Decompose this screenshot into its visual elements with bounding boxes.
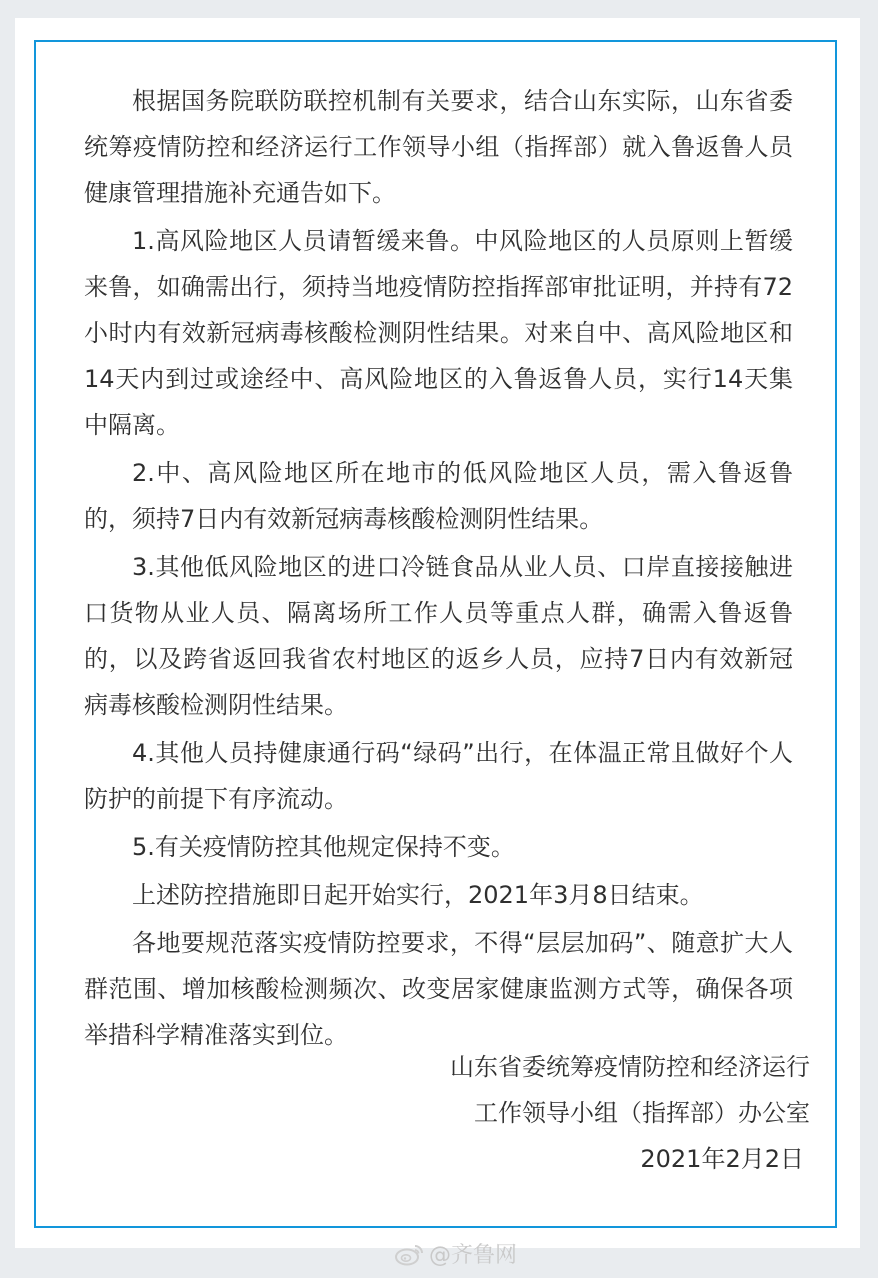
item-4-paragraph: 4.其他人员持健康通行码“绿码”出行，在体温正常且做好个人防护的前提下有序流动。 [84, 739, 793, 813]
signature-org-line-2: 工作领导小组（指挥部）办公室 [474, 1099, 810, 1127]
effective-period-paragraph: 上述防控措施即日起开始实行，2021年3月8日结束。 [132, 881, 704, 909]
intro-paragraph: 根据国务院联防联控机制有关要求，结合山东实际，山东省委统筹疫情防控和经济运行工作领导小组（指挥部）就入鲁返鲁人员健康管理措施补充通告如下。 [84, 87, 793, 207]
item-3-paragraph: 3.其他低风险地区的进口冷链食品从业人员、口岸直接接触进口货物从业人员、隔离场所工作人员等重点人群，确需入鲁返鲁的，以及跨省返回我省农村地区的返乡人员，应持7日内有效新冠病毒核酸检测阴性结果。 [84, 553, 793, 719]
signature-date: 2021年2月2日 [640, 1145, 804, 1173]
notice-body [36, 42, 835, 1060]
signature-block [450, 1044, 810, 1182]
signature-org-line-1: 山东省委统筹疫情防控和经济运行 [450, 1053, 810, 1081]
closing-paragraph: 各地要规范落实疫情防控要求，不得“层层加码”、随意扩大人群范围、增加核酸检测频次、改变居家健康监测方式等，确保各项举措科学精准落实到位。 [84, 929, 793, 1049]
item-2-paragraph: 2.中、高风险地区所在地市的低风险地区人员，需入鲁返鲁的，须持7日内有效新冠病毒核酸检测阴性结果。 [84, 459, 793, 533]
weibo-icon [395, 1242, 425, 1266]
item-5-paragraph: 5.有关疫情防控其他规定保持不变。 [132, 833, 515, 861]
item-1-paragraph: 1.高风险地区人员请暂缓来鲁。中风险地区的人员原则上暂缓来鲁，如确需出行，须持当地疫情防控指挥部审批证明，并持有72小时内有效新冠病毒核酸检测阴性结果。对来自中、高风险地区和14天内到过或途经中、高风险地区的入鲁返鲁人员，实行14天集中隔离。 [84, 227, 793, 439]
watermark-text: @齐鲁网 [429, 1243, 518, 1268]
watermark [395, 1238, 517, 1269]
